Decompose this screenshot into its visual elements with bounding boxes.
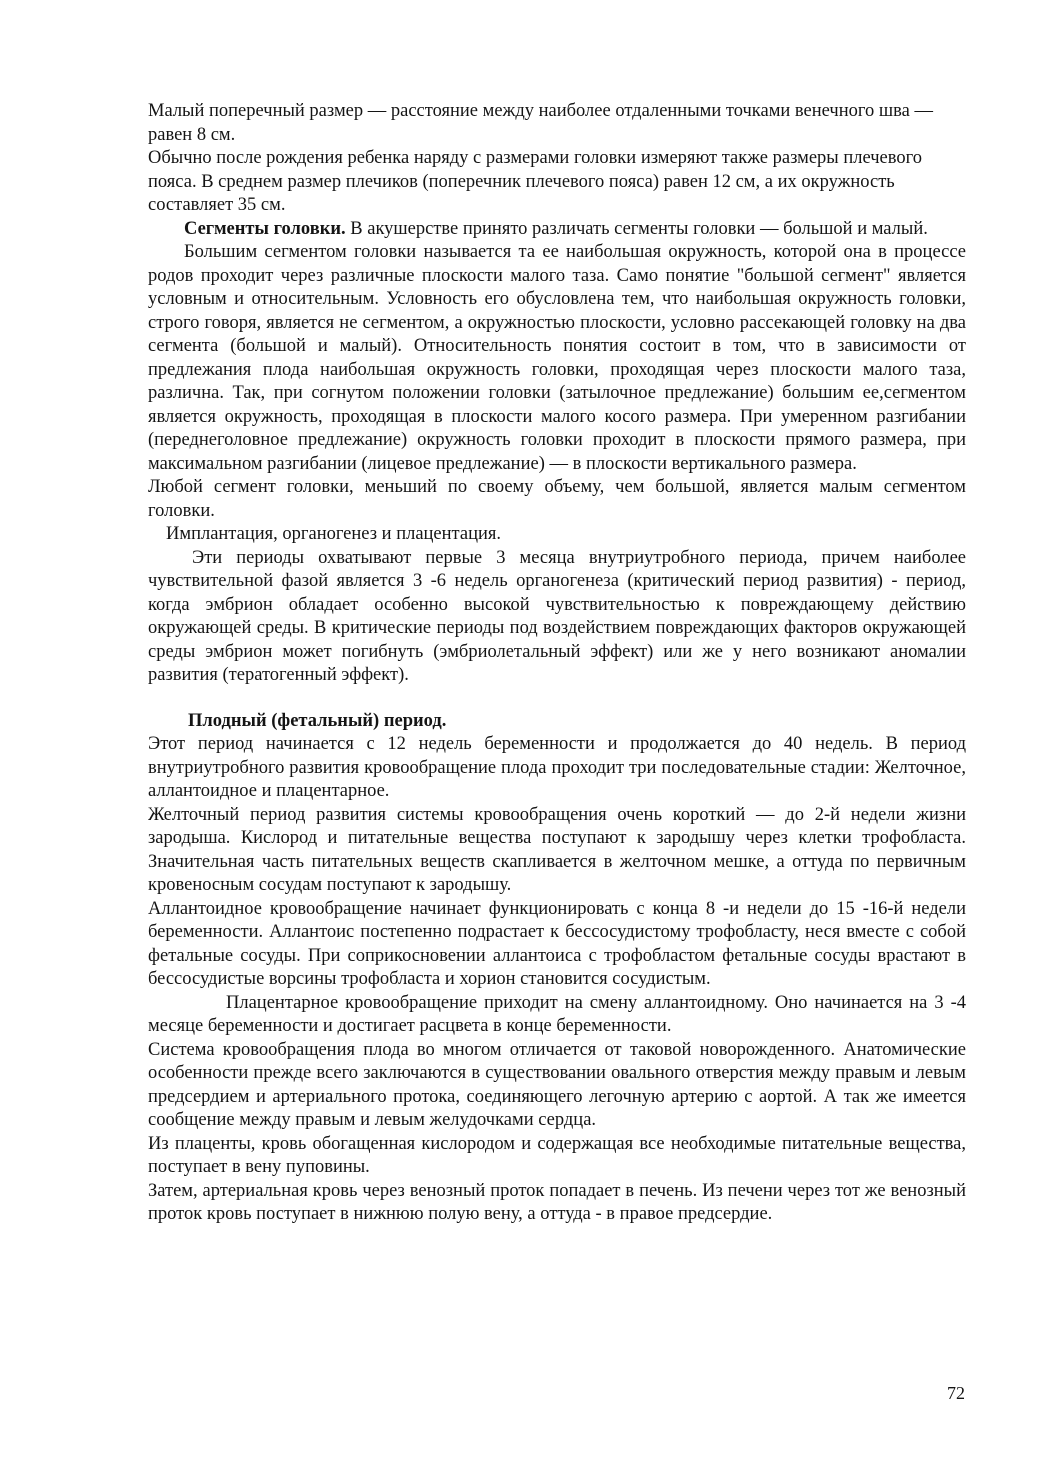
document-page [148,100,966,1227]
paragraph-placental-circulation: Плацентарное кровообращение приходит на смену аллантоидному. Оно начинается на 3 -4 месяце беременности и достигает расцвета в конце беременности. [148,992,966,1036]
paragraph-venous-duct: Затем, артериальная кровь через венозный проток попадает в печень. Из печени через тот же венозный проток кровь поступает в нижнюю полую вену, а оттуда - в правое предсердие. [148,1180,966,1224]
paragraph-head-segments-text: В акушерстве принято различать сегменты головки — большой и малый. [345,218,928,239]
paragraph-small-transverse-size: Малый поперечный размер — расстояние между наиболее отдаленными точками венечного шва — равен 8 см. [148,101,933,145]
paragraph-head-segments [148,218,966,242]
paragraph-large-segment: Большим сегментом головки называется та ее наибольшая окружность, которой она в процессе родов проходит через различные плоскости малого таза. Само понятие "большой сегмент" является условным и относительным. Условность его обусловлена тем, что наибольшая окружность головки, строго говоря, является не сегментом, а окружностью плоскости, условно рассекающей головку на два сегмента (большой и малый). Относительность понятия состоит в том, что в зависимости от предлежания плода наибольшая окружность головки, проходящая через плоскости малого таза, различна. Так, при согнутом положении головки (затылочное предлежание) большим ее,сегментом является окружность, проходящая в плоскости малого косого размера. При умеренном разгибании (переднеголовное предлежание) окружность головки проходит в плоскости прямого размера, при максимальном разгибании (лицевое предлежание) — в плоскости вертикального размера. [148,242,966,474]
paragraph-yolk-circulation: Желточный период развития системы кровообращения очень короткий — до 2-й недели жизни зародыша. Кислород и питательные вещества поступают к зародышу через клетки трофобласта. Значительная часть питательных веществ скапливается в желточном мешке, а оттуда по первичным кровеносным сосудам поступают к зародышу. [148,804,966,895]
paragraph-fetal-circulation-system: Система кровообращения плода во многом отличается от таковой новорожденного. Анатомические особенности прежде всего заключаются в существовании овального отверстия между правым и левым предсердием и артериального протока, соединяющего легочную артерию с аортой. А так же имеется сообщение между правым и левым желудочками сердца. [148,1039,966,1130]
paragraph-implantation-title: Имплантация, органогенез и плацентация. [166,524,502,544]
section-title-fetal-period: Плодный (фетальный) период. [188,710,447,731]
paragraph-umbilical-vein: Из плаценты, кровь обогащенная кислородом и содержащая все необходимые питательные вещества, поступает в вену пуповины. [148,1133,966,1177]
paragraph-allantoic-circulation: Аллантоидное кровообращение начинает функционировать с конца 8 -и недели до 15 -16-й недели беременности. Аллантоис постепенно подрастает к бессосудистому трофобласту, неся вместе с собой фетальные сосуды. При соприкосновении аллантоиса с трофобластом фетальные сосуды врастают в бессосудистые ворсины трофобласта и хорион становится сосудистым. [148,898,966,989]
paragraph-shoulder-girdle: Обычно после рождения ребенка наряду с размерами головки измеряют также размеры плечевого пояса. В среднем размер плечиков (поперечник плечевого пояса) равен 12 см, а их окружность составляет 35 см. [148,148,922,215]
heading-head-segments: Сегменты головки. [184,218,346,239]
page-number: 72 [947,1383,965,1403]
paragraph-critical-periods: Эти периоды охватывают первые 3 месяца внутриутробного периода, причем наиболее чувствительной фазой является 3 -6 недель органогенеза (критический период развития) - период, когда эмбрион обладает особенно высокой чувствительностью к повреждающему действию окружающей среды. В критические периоды под воздействием повреждающих факторов окружающей среды эмбрион может погибнуть (эмбриолетальный эффект) или же у него возникают аномалии развития (тератогенный эффект). [148,547,966,685]
paragraph-fetal-period: Этот период начинается с 12 недель беременности и продолжается до 40 недель. В период внутриутробного развития кровообращение плода проходит три последовательные стадии: Желточное, аллантоидное и плацентарное. [148,734,966,801]
paragraph-small-segment: Любой сегмент головки, меньший по своему объему, чем большой, является малым сегментом головки. [148,477,966,521]
